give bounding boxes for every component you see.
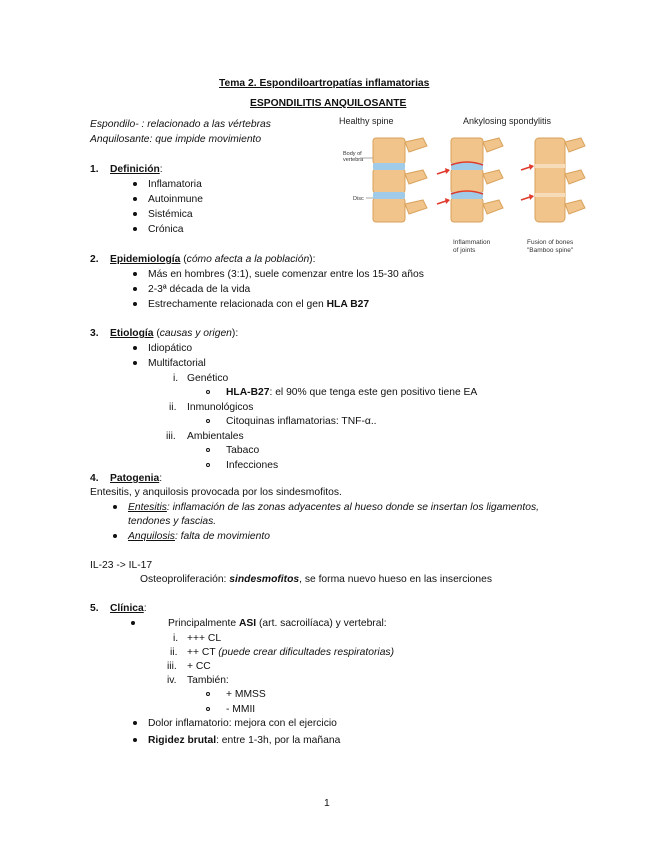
anquilosis-def: : falta de movimiento (174, 531, 270, 542)
inmunologicos-point: Citoquinas inflamatorias: TNF-α.. (226, 416, 377, 427)
entesitis-definition-cont: tendones y fascias. (128, 516, 217, 527)
ambientales-point: Infecciones (226, 460, 279, 471)
definition-item: Inflamatoria (148, 179, 202, 190)
bullet-icon (113, 505, 117, 509)
inflammation-label-2: of joints (453, 247, 476, 254)
inflamed-spine (437, 138, 503, 222)
page-number: 1 (324, 798, 330, 809)
sub-marker: iii. (166, 431, 176, 442)
section-2-note: cómo afecta a la población (186, 254, 310, 265)
epidemiology-item: 2-3ª década de la vida (148, 284, 251, 295)
circle-bullet-icon (206, 448, 210, 452)
healthy-spine-label: Healthy spine (339, 116, 394, 126)
rigidez-item (148, 734, 340, 747)
clinica-sub: +++ CL (187, 633, 222, 644)
osteoproliferacion (140, 573, 492, 586)
section-2-title: Epidemiología (110, 254, 181, 265)
bullet-icon (133, 227, 137, 231)
section-4-title: Patogenia (110, 473, 160, 484)
sub-label-genetico: Genético (187, 373, 229, 384)
clinica-main (168, 617, 387, 630)
section-5-number: 5. (90, 603, 99, 614)
clinica-bold: ASI (238, 618, 257, 629)
bullet-icon (133, 212, 137, 216)
clinica-sub: + CC (187, 661, 211, 672)
clinica-pre: Principalmente (168, 618, 239, 629)
bullet-icon (133, 182, 137, 186)
circle-bullet-icon (206, 390, 210, 394)
clinica-sub-text: ++ CT (187, 647, 219, 658)
bullet-icon (133, 272, 137, 276)
anquilosis-definition (128, 530, 270, 543)
fusion-label-2: "Bamboo spine" (527, 247, 574, 254)
definition-item: Crónica (148, 224, 184, 235)
section-2-heading: Epidemiología (cómo afecta a la población): (110, 254, 316, 265)
sub-label-ambientales: Ambientales (187, 431, 244, 442)
anquilosis-term: Anquilosis (128, 531, 175, 542)
as-label: Ankylosing spondylitis (463, 116, 552, 126)
ambientales-point: Tabaco (226, 445, 260, 456)
fusion-label-1: Fusion of bones (527, 239, 574, 246)
bullet-icon (133, 361, 137, 365)
vertebra-label: vertebra (343, 157, 364, 163)
section-3-number: 3. (90, 328, 99, 339)
genetico-point (226, 386, 477, 399)
circle-bullet-icon (206, 463, 210, 467)
hla-b27-rest: : el 90% que tenga este gen positivo tiene EA (269, 387, 478, 398)
bullet-icon (131, 621, 135, 625)
bamboo-spine (521, 138, 585, 222)
section-1-title: Definición (110, 164, 160, 175)
tambien-point: - MMII (226, 704, 256, 715)
epidemiology-item-hla (148, 298, 369, 311)
osteo-bold: sindesmofitos (229, 574, 300, 585)
bullet-icon (133, 738, 137, 742)
entesitis-def: : inflamación de las zonas adyacentes al hueso donde se insertan los ligamentos, (166, 502, 539, 513)
entesitis-definition (128, 501, 539, 514)
section-5-colon: : (143, 603, 147, 614)
circle-bullet-icon (206, 707, 210, 711)
spine-illustration (333, 112, 595, 264)
dolor-item: Dolor inflamatorio: mejora con el ejercicio (148, 718, 337, 729)
section-5-heading (110, 602, 147, 615)
section-4-colon: : (159, 473, 163, 484)
section-2-number: 2. (90, 254, 99, 265)
definition-item: Sistémica (148, 209, 193, 220)
clinica-sub: También: (187, 675, 229, 686)
osteo-pre: Osteoproliferación: (140, 574, 230, 585)
hla-text: Estrechamente relacionada con el gen (148, 299, 327, 310)
section-1-colon: : (159, 164, 163, 175)
circle-bullet-icon (206, 692, 210, 696)
intro-line-1: Espondilo- : relacionado a las vértebras (90, 119, 271, 130)
patogenia-line: Entesitis, y anquilosis provocada por los sindesmofitos. (90, 487, 342, 498)
definition-item: Autoinmune (148, 194, 203, 205)
sub-marker: iii. (167, 661, 177, 672)
sub-marker: ii. (169, 402, 177, 413)
section-5-title: Clínica (110, 603, 144, 614)
section-1-number: 1. (90, 164, 99, 175)
sub-label-inmunologicos: Inmunológicos (187, 402, 254, 413)
clinica-sub-note: (puede crear dificultades respiratorias) (218, 647, 394, 658)
section-4-number: 4. (90, 473, 99, 484)
section-3-heading: Etiología (causas y origen): (110, 328, 239, 339)
epidemiology-item: Más en hombres (3:1), suele comenzar entre los 15-30 años (148, 269, 424, 280)
rigidez-rest: : entre 1-3h, por la mañana (216, 735, 341, 746)
bullet-icon (133, 346, 137, 350)
etiology-item: Multifactorial (148, 358, 206, 369)
section-1-heading (110, 163, 163, 176)
il-pathway: IL-23 -> IL-17 (90, 560, 153, 571)
spine-diagram-svg (333, 112, 595, 264)
bullet-icon (133, 287, 137, 291)
clinica-sub (187, 646, 394, 659)
sub-marker: ii. (170, 647, 178, 658)
section-3-title: Etiología (110, 328, 154, 339)
bullet-icon (133, 721, 137, 725)
etiology-item: Idiopático (148, 343, 193, 354)
page-title: Tema 2. Espondiloartropatías inflamatorias (219, 78, 430, 89)
tambien-point: + MMSS (226, 689, 266, 700)
sub-marker: i. (173, 373, 179, 384)
circle-bullet-icon (206, 419, 210, 423)
hla-b27-bold: HLA-B27 (226, 387, 270, 398)
osteo-rest: , se forma nuevo hueso en las inserciones (299, 574, 493, 585)
disc-label: Disc (353, 196, 364, 202)
clinica-rest: (art. sacroilíaca) y vertebral: (256, 618, 387, 629)
sub-marker: i. (173, 633, 179, 644)
intro-line-2: Anquilosante: que impide movimiento (90, 134, 262, 145)
section-4-heading (110, 472, 162, 485)
document-subtitle: ESPONDILITIS ANQUILOSANTE (250, 98, 407, 109)
inflammation-label-1: Inflammation (453, 239, 491, 246)
healthy-spine (373, 138, 427, 222)
entesitis-term: Entesitis (128, 502, 167, 513)
hla-bold: HLA B27 (326, 299, 370, 310)
bullet-icon (133, 302, 137, 306)
bullet-icon (133, 197, 137, 201)
section-3-note: causas y origen (159, 328, 232, 339)
sub-marker: iv. (167, 675, 177, 686)
rigidez-bold: Rigidez brutal (148, 735, 217, 746)
body-of-label: Body of (343, 151, 362, 157)
bullet-icon (113, 534, 117, 538)
